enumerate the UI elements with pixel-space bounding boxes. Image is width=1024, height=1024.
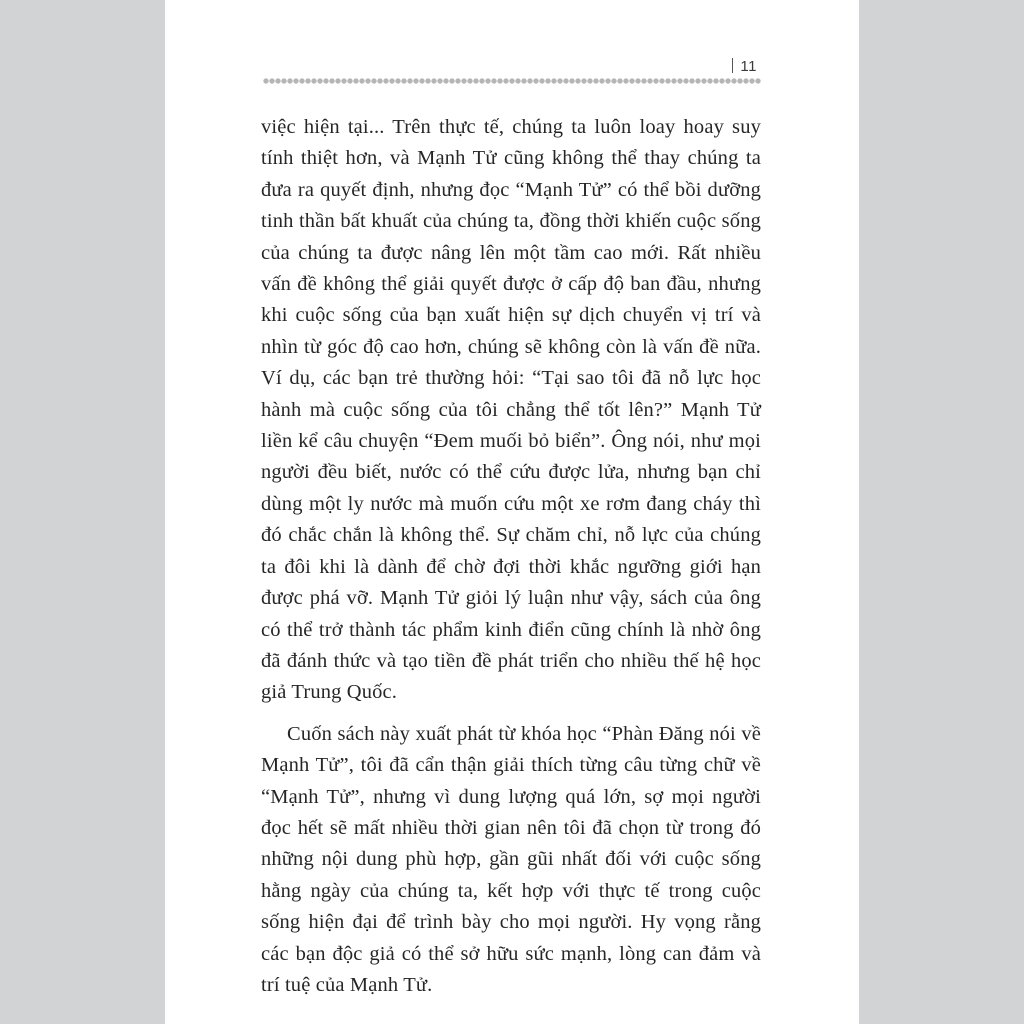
page-number-value: 11 [740, 58, 757, 75]
page-header [263, 58, 761, 88]
page-number-separator [732, 58, 733, 73]
book-page [165, 0, 859, 1024]
paragraph-1: việc hiện tại... Trên thực tế, chúng ta luôn loay hoay suy tính thiệt hơn, và Mạnh Tử cũng không thể thay chúng ta đưa ra quyết định, nhưng đọc “Mạnh Tử” có thể bồi dưỡng tinh thần bất khuất của chúng ta, đồng thời khiến cuộc sống của chúng ta được nâng lên một tầm cao mới. Rất nhiều vấn đề không thể giải quyết được ở cấp độ ban đầu, nhưng khi cuộc sống của bạn xuất hiện sự dịch chuyển vị trí và nhìn từ góc độ cao hơn, chúng sẽ không còn là vấn đề nữa. Ví dụ, các bạn trẻ thường hỏi: “Tại sao tôi đã nỗ lực học hành mà cuộc sống của tôi chẳng thể tốt lên?” Mạnh Tử liền kể câu chuyện “Đem muối bỏ biển”. Ông nói, như mọi người đều biết, nước có thể cứu được lửa, nhưng bạn chỉ dùng một ly nước mà muốn cứu một xe rơm đang cháy thì đó chắc chắn là không thể. Sự chăm chỉ, nỗ lực của chúng ta đôi khi là dành để chờ đợi thời khắc ngưỡng giới hạn được phá vỡ. Mạnh Tử giỏi lý luận như vậy, sách của ông có thể trở thành tác phẩm kinh điển cũng chính là nhờ ông đã đánh thức và tạo tiền đề phát triển cho nhiều thế hệ học giả Trung Quốc. [261, 116, 761, 704]
page-number [732, 58, 757, 75]
body-text [261, 112, 761, 1001]
paragraph-2: Cuốn sách này xuất phát từ khóa học “Phàn Đăng nói về Mạnh Tử”, tôi đã cẩn thận giải thích từng câu từng chữ về “Mạnh Tử”, nhưng vì dung lượng quá lớn, sợ mọi người đọc hết sẽ mất nhiều thời gian nên tôi đã chọn từ trong đó những nội dung phù hợp, gần gũi nhất đối với cuộc sống hằng ngày của chúng ta, kết hợp với thực tế trong cuộc sống hiện đại để trình bày cho mọi người. Hy vọng rằng các bạn độc giả có thể sở hữu sức mạnh, lòng can đảm và trí tuệ của Mạnh Tử. [261, 722, 761, 996]
header-dotted-rule [263, 77, 761, 85]
